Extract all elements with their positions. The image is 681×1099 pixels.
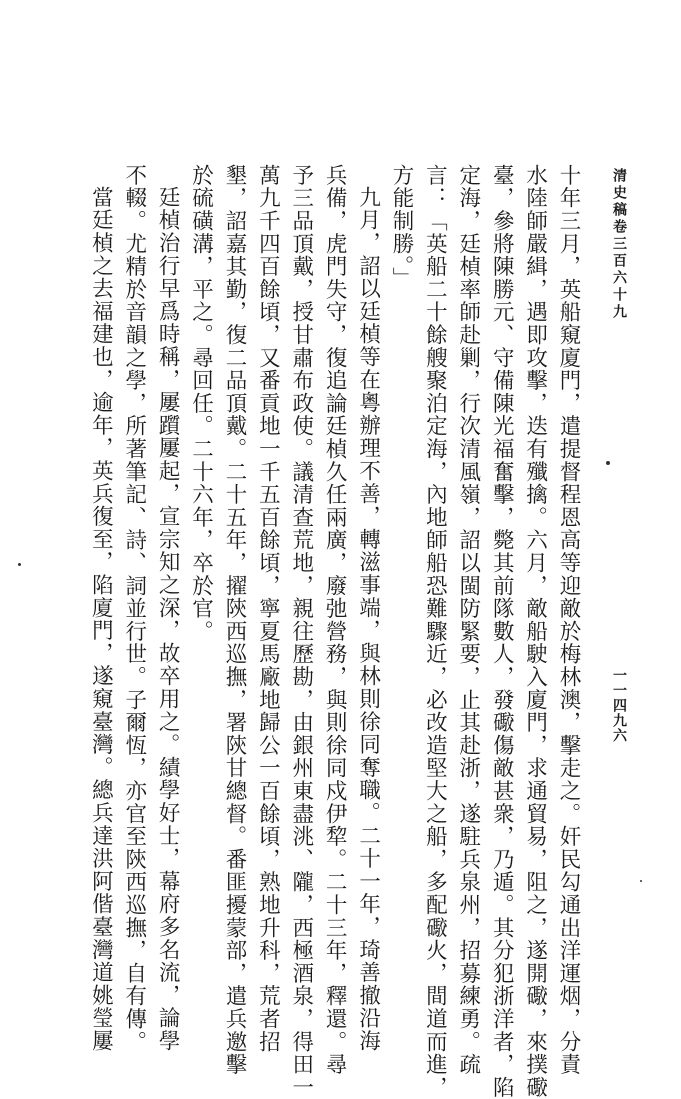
print-speck	[18, 563, 21, 566]
book-title-header: 清史稿卷三百六十九	[611, 168, 627, 321]
text-column-2: 水陸師嚴緝，遇即攻擊，迭有殲擒。六月，敵船駛入廈門，求通貿易，阻之，遂開礮，來撲礮	[522, 164, 548, 1099]
text-column-1: 十年三月，英船窺廈門，遣提督程恩高等迎敵於梅林澳，擊走之。奸民勾通出洋運烟，分責	[556, 164, 581, 1076]
page-number: 一一四九六	[611, 668, 627, 743]
body-text	[84, 164, 585, 1099]
text-column-3: 臺，參將陳勝元、守備陳光福奮擊，斃其前隊數人，發礮傷敵甚衆，乃遁。其分犯浙洋者，陷	[489, 164, 515, 1099]
text-column-13: 廷楨治行早爲時稱，屢躓屢起，宣宗知之深，故卒用之。績學好士，幕府多名流，論學	[155, 186, 181, 1053]
text-column-10: 萬九千四百餘頃，又番貢地一千五百餘頃，寧夏馬廠地歸公一百餘頃，熟地升科，荒者招	[255, 164, 281, 1054]
text-column-8: 兵備，虎門失守，復追論廷楨久任兩廣，廢弛營務，與則徐同戍伊犂。二十三年，釋還。尋	[322, 164, 348, 1076]
text-column-4: 定海，廷楨率師赴剿，行次清風嶺，詔以閩防緊要，止其赴浙，遂駐兵泉州，招募練勇。疏	[455, 164, 481, 1076]
text-column-11: 墾，詔嘉其勤，復二品頂戴。二十五年，擢陝西巡撫，署陝甘總督。番匪擾蒙部，遣兵邀擊	[221, 164, 247, 1076]
text-column-5: 言：「英船二十餘艘聚泊定海，內地師船恐難驟近，必改造堅大之船，多配礮火，間道而進，	[422, 164, 448, 1099]
text-column-14: 不輟。尤精於音韻之學，所著筆記、詩、詞並行世。子爾恆，亦官至陝西巡撫，自有傳。	[121, 164, 147, 1054]
print-speck	[640, 880, 642, 882]
print-speck	[606, 461, 610, 465]
text-column-15: 當廷楨之去福建也，逾年，英兵復至，陷廈門，遂窺臺灣。總兵達洪阿偕臺灣道姚瑩屢	[88, 186, 114, 1053]
text-column-7: 九月，詔以廷楨等在粵辦理不善，轉滋事端，與林則徐同奪職。二十一年，琦善撤沿海	[355, 186, 381, 1053]
text-column-12: 於硫磺溝，平之。尋回任。二十六年，卒於官。	[188, 164, 214, 643]
text-column-9: 予三品頂戴，授甘肅布政使。議清查荒地，親往歷勘，由銀州東盡洮、隴，西極酒泉，得田一	[288, 164, 314, 1099]
text-column-6: 方能制勝。」	[388, 164, 414, 291]
